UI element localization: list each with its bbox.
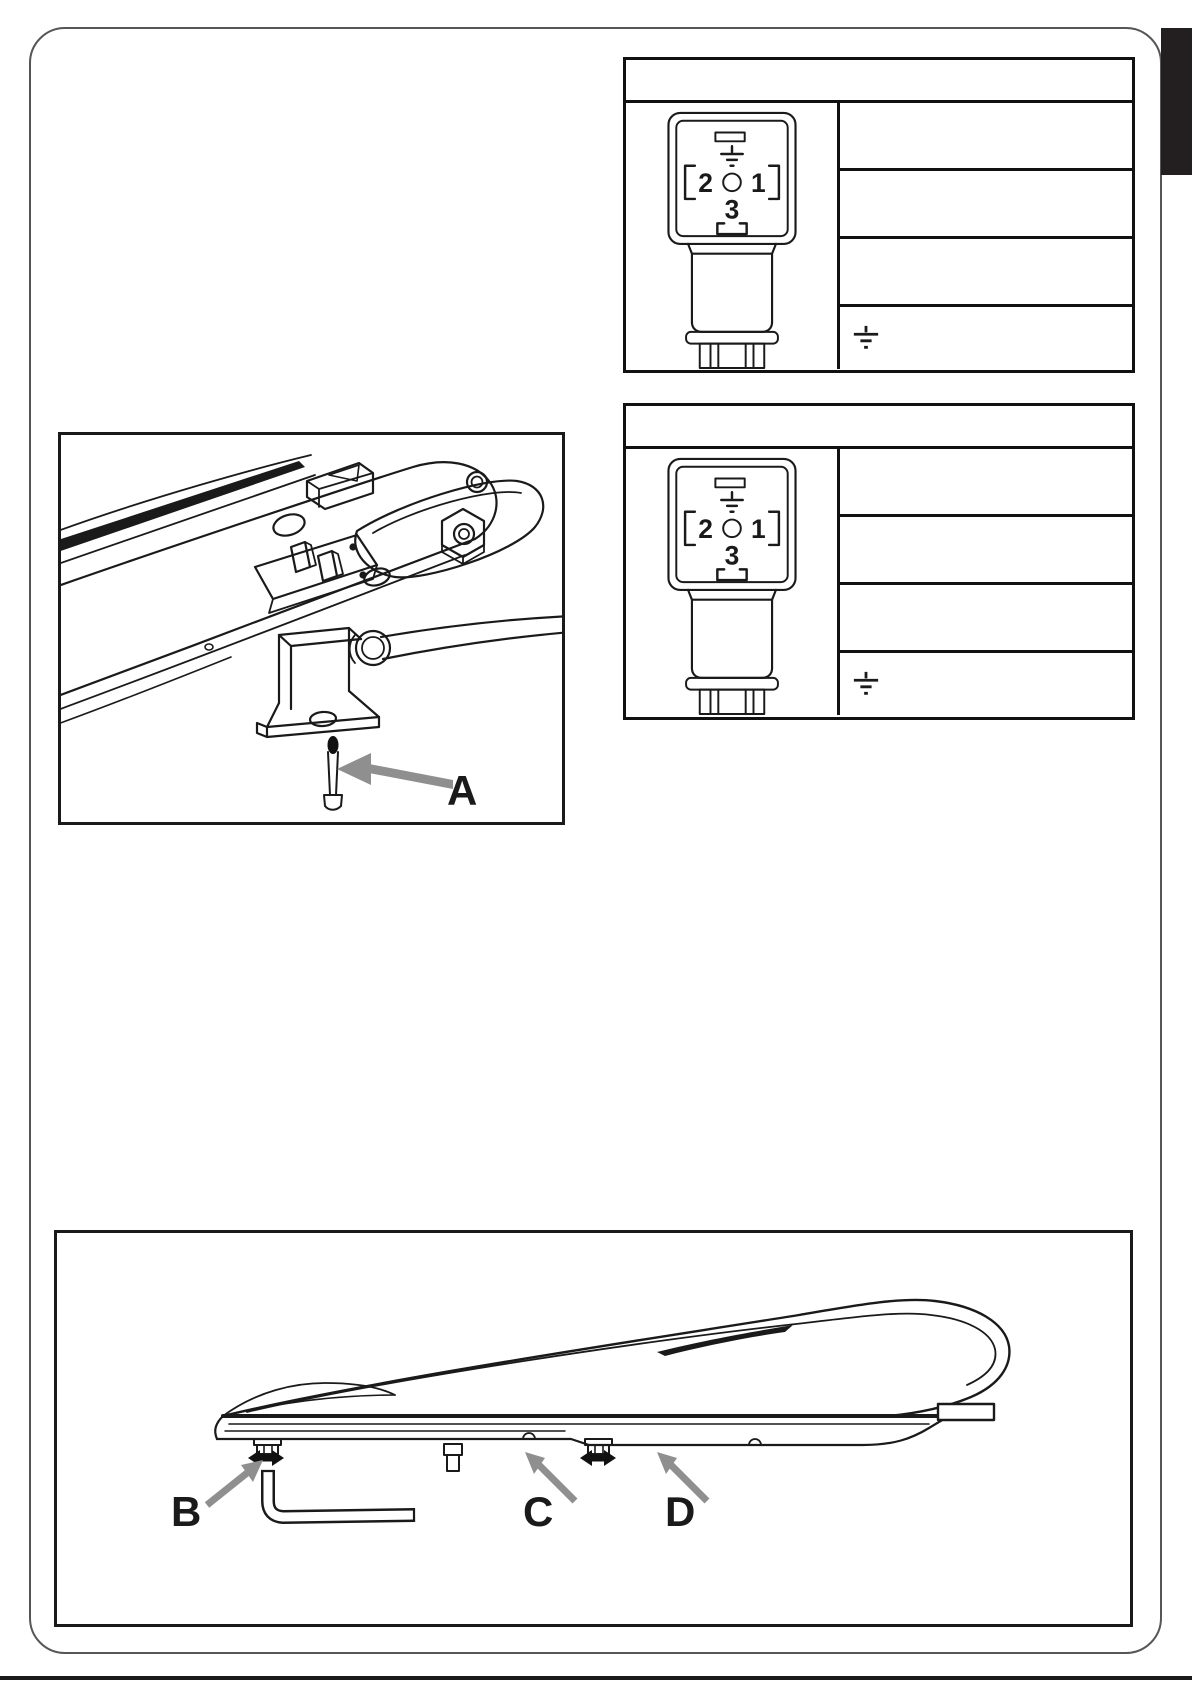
callout-arrow-a [337,753,453,789]
table-2-row-1 [840,449,1132,517]
table-2-header [626,406,1132,449]
table-1-header [626,60,1132,103]
table-1-connector-cell [626,103,840,369]
din-connector-diagram [665,111,799,369]
din-connector-diagram [665,457,799,715]
table-2-row-3 [840,585,1132,653]
pin-2-label: 2 [697,514,713,545]
bottom-rule [0,1676,1192,1680]
pin-1-label: 1 [750,168,766,199]
figure-adjustment [54,1230,1133,1627]
pin-3-label: 3 [724,194,739,225]
table-2-row-2 [840,517,1132,585]
operator-side-view-drawing [57,1233,1130,1624]
table-1-row-ground [840,307,1132,369]
table-2-row-ground [840,653,1132,715]
earth-ground-icon [852,324,880,352]
pin-2-label: 2 [697,168,713,199]
allen-key [261,1470,415,1522]
earth-ground-icon [721,492,743,512]
callout-label-d: D [665,1488,696,1535]
earth-ground-icon [721,146,743,166]
table-1-row-1 [840,103,1132,171]
pin-1-label: 1 [750,514,766,545]
figure-connector-mounting [58,432,565,825]
connector-table-1 [623,57,1135,373]
connector-mounting-drawing [61,435,562,822]
callout-label-b: B [171,1488,202,1535]
table-1-row-2 [840,171,1132,239]
connector-table-2 [623,403,1135,720]
callout-label-c: C [523,1488,554,1535]
table-1-row-3 [840,239,1132,307]
corner-index-tab [1161,28,1192,175]
callout-label-a: A [447,767,478,814]
earth-ground-icon [852,670,880,698]
slide-arrow-right [580,1450,616,1466]
table-2-connector-cell [626,449,840,715]
callout-arrow-b [207,1460,263,1505]
pin-3-label: 3 [724,540,739,571]
